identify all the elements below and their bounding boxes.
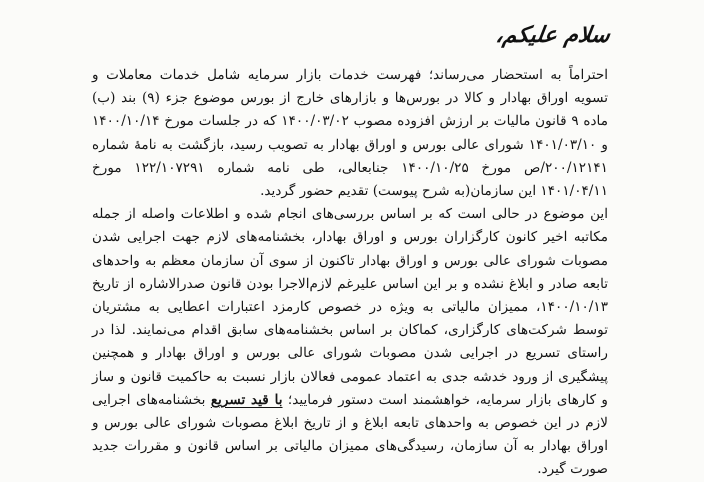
greeting-salutation: سلام علیکم، xyxy=(494,22,612,48)
paragraph-2-text-after: بخشنامه‌های اجرایی لازم در این خصوص به واحدهای تابعه ابلاغ و از تاریخ ابلاغ مصوبات شورای عالی بورس و اوراق بهادار به آن سازمان، رسیدگی‌های ممیزان مالیاتی بر اساس قانون و مقررات جدید صورت گیرد. xyxy=(92,391,608,478)
paragraph-2 xyxy=(92,203,608,481)
paragraph-1: احتراماً به استحضار می‌رساند؛ فهرست خدمات بازار سرمایه شامل خدمات معاملات و تسویه اوراق بهادار و کالا در بورس‌ها و بازارهای خارج از بورس موضوع جزء (۹) بند (ب) ماده ۹ قانون مالیات بر ارزش افزوده مصوب ۱۴۰۰/۰۳/۰۲ که در جلسات مورخ ۱۴۰۰/۱۰/۱۴ و ۱۴۰۱/۰۳/۱۰ شورای عالی بورس و اوراق بهادار به تصویب رسید، بازگشت به نامهٔ شماره ۲۰۰/۱۲۱۴۱/ص مورخ ۱۴۰۰/۱۰/۲۵ جنابعالی، طی نامه شماره ۱۲۲/۱۰۷۲۹۱ مورخ ۱۴۰۱/۰۴/۱۱ این سازمان(به شرح پیوست) تقدیم حضور گردید. xyxy=(92,67,608,200)
paragraph-2-text-before: این موضوع در حالی است که بر اساس بررسی‌های انجام شده و اطلاعات واصله از جمله مکاتبه اخیر کانون کارگزاران بورس و اوراق بهادار، بخشنامه‌های لازم جهت اجرایی شدن مصوبات شورای عالی بورس و اوراق بهادار تاکنون از سوی آن سازمان معظم به واحدهای تابعه صادر و ابلاغ نشده و بر این اساس علیرغم لازم‌الاجرا بودن قانون صدرالاشاره از تاریخ ۱۴۰۰/۱۰/۱۳، ممیزان مالیاتی به ویژه در خصوص کارمزد اعتبارات اعطایی به مشتریان توسط شرکت‌های کارگزاری، کماکان بر اساس بخشنامه‌های سابق اقدام می‌نمایند. لذا در راستای تسریع در اجرایی شدن مصوبات شورای عالی بورس و اوراق بهادار و همچنین پیشگیری از ورود خدشه جدی به اعتماد عمومی فعالان بازار نسبت به حاکمیت قانون و ساز و کارهای بازار سرمایه، خواهشمند است دستور فرمایید؛ xyxy=(92,206,608,408)
letter-body xyxy=(92,64,608,482)
emphasis-underlined-phrase: با قید تسریع xyxy=(210,391,283,408)
